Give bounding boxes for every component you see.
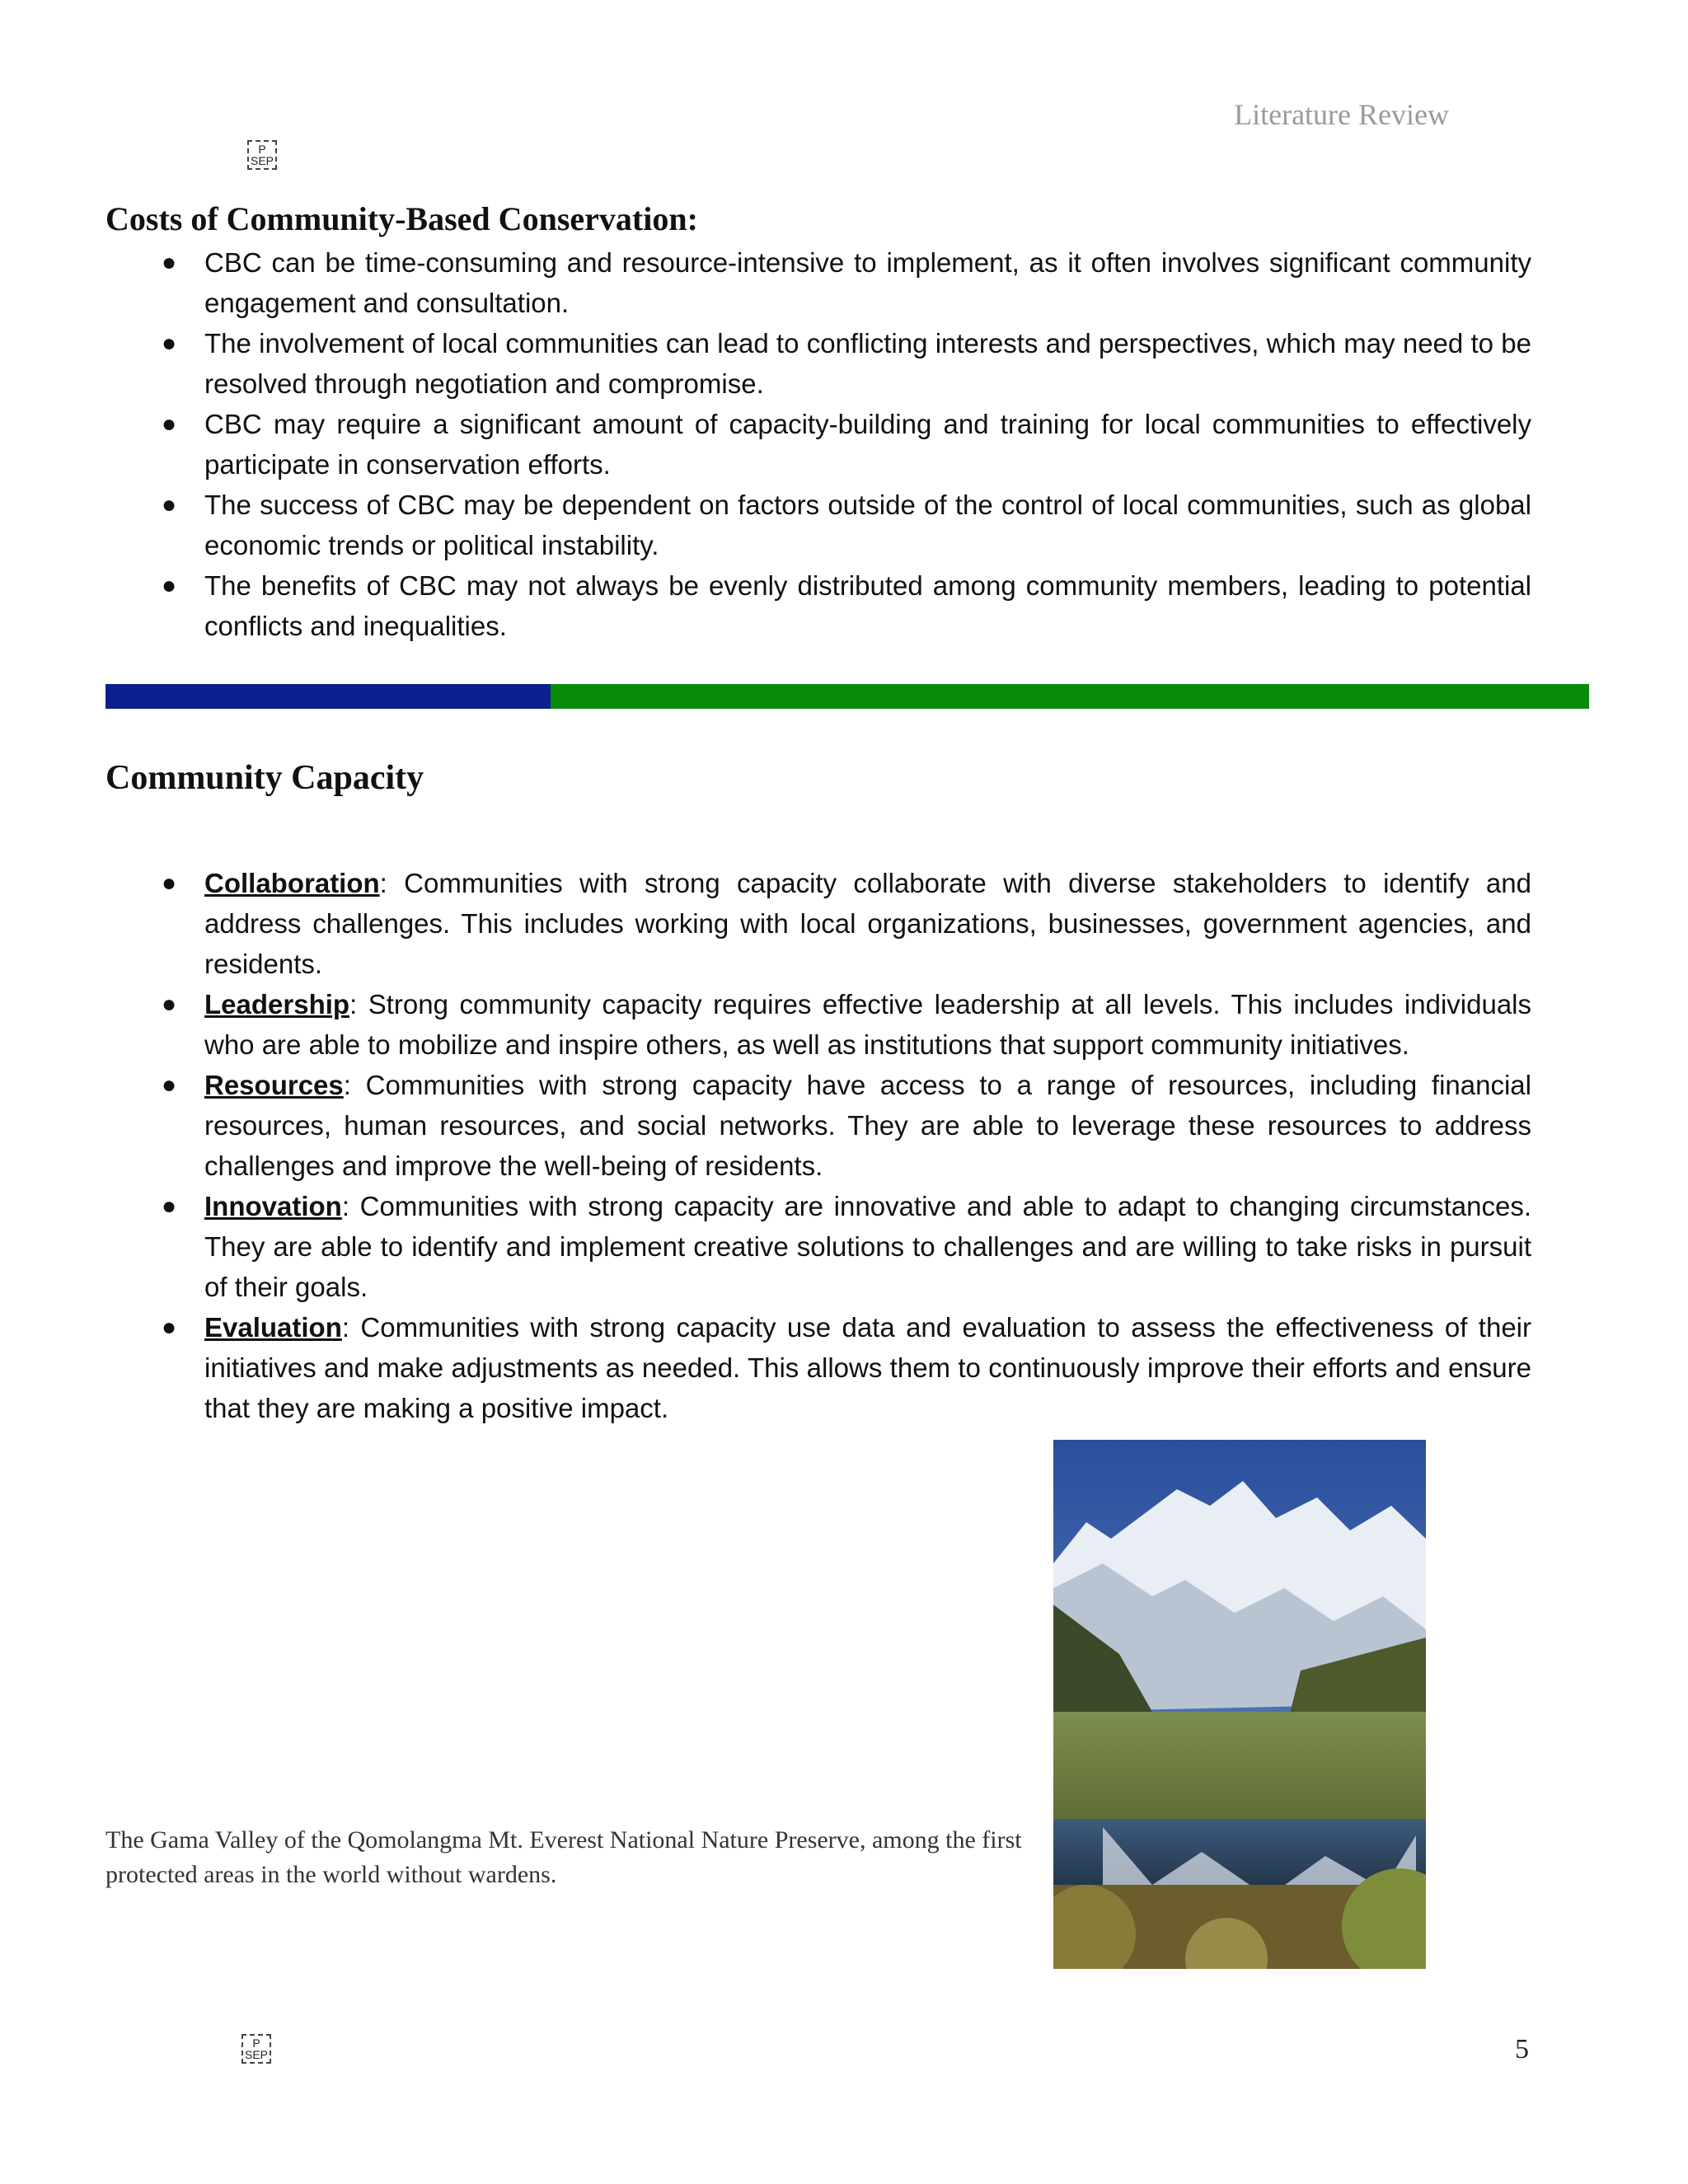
bullet-icon: ● xyxy=(162,1193,177,1220)
section-divider xyxy=(106,684,1589,709)
list-item-text: : Strong community capacity requires effective leadership at all levels. This includes individuals who are able to mobilize and inspire others, as well as institutions that support community initiatives. xyxy=(204,989,1531,1060)
list-item xyxy=(162,1186,1531,1307)
bullet-icon: ● xyxy=(162,572,177,599)
bullet-icon: ● xyxy=(162,410,177,438)
list-item xyxy=(162,485,1531,565)
list-item-text: CBC may require a significant amount of capacity-building and training for local communities to effectively participate in conservation efforts. xyxy=(204,409,1531,480)
bullet-icon: ● xyxy=(162,991,177,1018)
divider-blue-segment xyxy=(106,684,551,709)
list-item-text: The involvement of local communities can lead to conflicting interests and perspectives, which may need to be resolved through negotiation and compromise. xyxy=(204,328,1531,399)
term-evaluation: Evaluation xyxy=(204,1312,342,1343)
figure-caption: The Gama Valley of the Qomolangma Mt. Everest National Nature Preserve, among the first protected areas in the world without wardens. xyxy=(106,1826,1022,1888)
list-item xyxy=(162,1307,1531,1428)
term-leadership: Leadership xyxy=(204,989,350,1019)
sep-label-bottom: SEP xyxy=(244,2048,268,2061)
list-item xyxy=(162,565,1531,646)
bullet-icon: ● xyxy=(162,869,177,897)
bullet-icon: ● xyxy=(162,249,177,276)
list-item-text: CBC can be time-consuming and resource-intensive to implement, as it often involves significant community engagement and consultation. xyxy=(204,247,1531,318)
term-resources: Resources xyxy=(204,1070,344,1100)
sep-label-top: P xyxy=(252,2036,260,2050)
mountain-lake-photo xyxy=(1053,1440,1426,1969)
capacity-list xyxy=(162,863,1531,1428)
sep-placeholder-icon xyxy=(241,2034,271,2064)
list-item xyxy=(162,404,1531,485)
page-number: 5 xyxy=(1515,2034,1529,2064)
sep-placeholder-icon xyxy=(247,140,277,170)
list-item xyxy=(162,863,1531,984)
capacity-heading: Community Capacity xyxy=(106,759,424,797)
costs-heading: Costs of Community-Based Conservation: xyxy=(106,200,698,237)
bullet-icon: ● xyxy=(162,491,177,518)
list-item xyxy=(162,323,1531,404)
sep-label-top: P xyxy=(258,143,266,156)
bullet-icon: ● xyxy=(162,1071,177,1099)
sep-label-bottom: SEP xyxy=(250,154,274,167)
running-header: Literature Review xyxy=(1234,98,1449,131)
list-item xyxy=(162,242,1531,323)
list-item-text: : Communities with strong capacity use data and evaluation to assess the effectiveness of their initiatives and make adjustments as needed. This allows them to continuously improve their efforts and ensure that they are making a positive impact. xyxy=(204,1312,1531,1423)
list-item-text: : Communities with strong capacity collaborate with diverse stakeholders to identify and address challenges. This includes working with local organizations, businesses, government agencies, and residents. xyxy=(204,868,1531,979)
list-item-text: The benefits of CBC may not always be evenly distributed among community members, leading to potential conflicts and inequalities. xyxy=(204,570,1531,641)
list-item-text: : Communities with strong capacity have access to a range of resources, including financial resources, human resources, and social networks. They are able to leverage these resources to address challenges and improve the well-being of residents. xyxy=(204,1070,1531,1181)
list-item xyxy=(162,1065,1531,1186)
bullet-icon: ● xyxy=(162,1314,177,1341)
list-item-text: : Communities with strong capacity are innovative and able to adapt to changing circumstances. They are able to identify and implement creative solutions to challenges and are willing to take risks in pursuit of their goals. xyxy=(204,1191,1531,1302)
divider-green-segment xyxy=(551,684,1589,709)
costs-list xyxy=(162,242,1531,646)
term-collaboration: Collaboration xyxy=(204,868,380,898)
list-item-text: The success of CBC may be dependent on factors outside of the control of local communities, such as global economic trends or political instability. xyxy=(204,490,1531,560)
term-innovation: Innovation xyxy=(204,1191,342,1221)
bullet-icon: ● xyxy=(162,330,177,357)
list-item xyxy=(162,984,1531,1065)
